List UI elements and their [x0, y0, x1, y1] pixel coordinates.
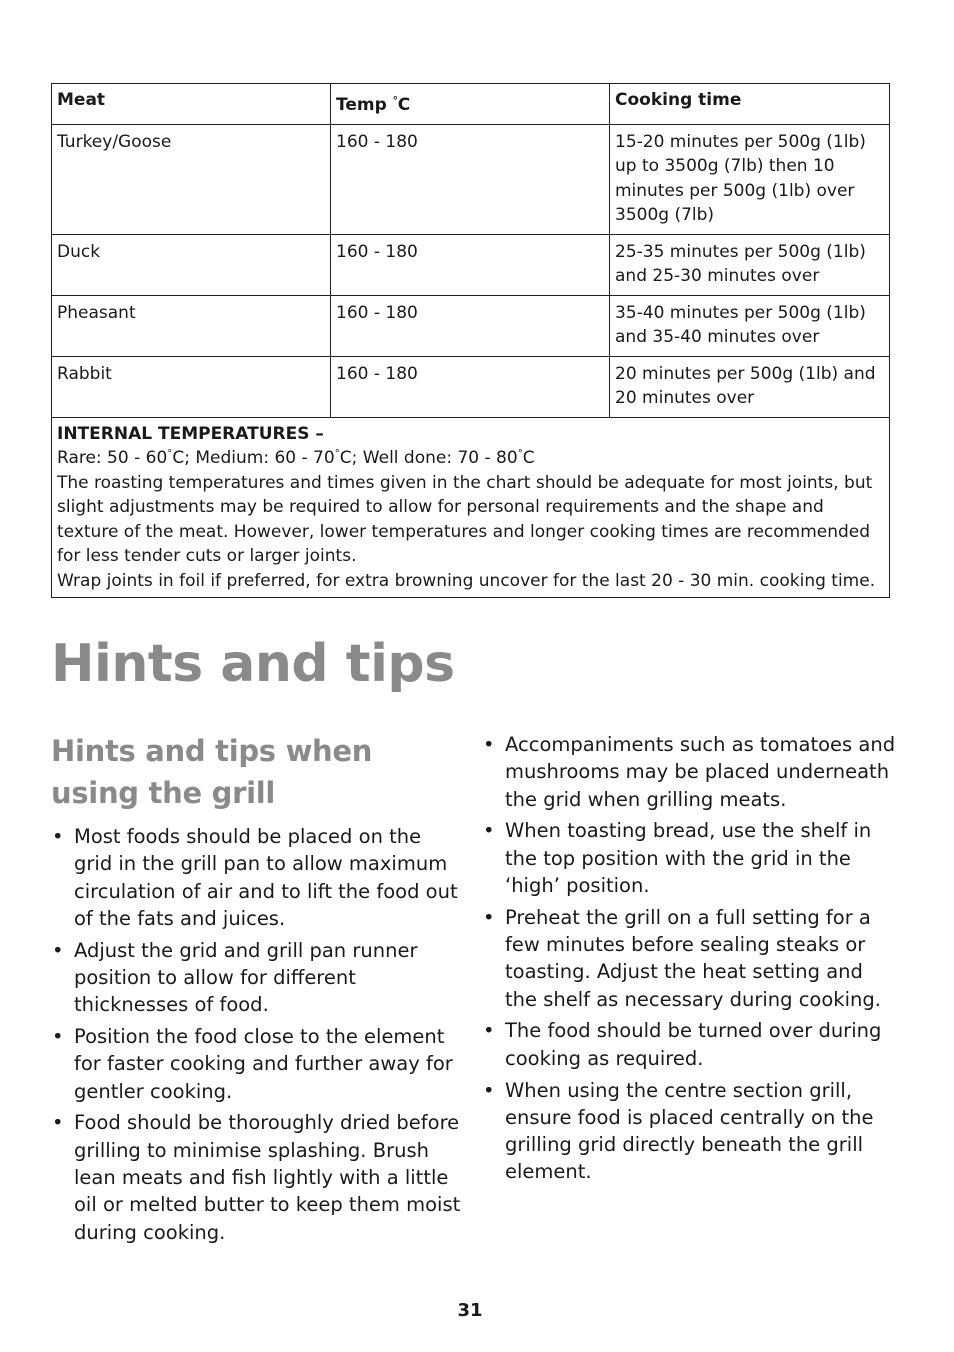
roasting-table [51, 83, 890, 598]
list-item [482, 1077, 897, 1186]
cell-time: 25-35 minutes per 500g (1lb) and 25-30 minutes over [610, 234, 890, 295]
cell-meat: Duck [52, 234, 331, 295]
bullet-icon: • [52, 825, 64, 848]
bullet-icon: • [52, 938, 64, 962]
internal-temperatures-line [57, 446, 884, 471]
section-title: Hints and tips when using the grill [51, 734, 373, 810]
medium-temp: C; Medium: 60 - 70 [172, 448, 335, 468]
list-item [51, 1109, 461, 1245]
cell-meat: Turkey/Goose [52, 124, 331, 234]
notes-paragraph: Wrap joints in foil if preferred, for extra browning uncover for the last 20 - 30 min. cooking time. [57, 570, 876, 591]
temp-unit: C [522, 448, 535, 468]
tip-text: Accompaniments such as tomatoes and mushrooms may be placed underneath the grid when grilling meats. [505, 733, 896, 811]
page-title: Hints and tips [51, 634, 455, 694]
cell-meat: Pheasant [52, 295, 331, 356]
bullet-icon: • [52, 1025, 64, 1049]
page-number: 31 [457, 1300, 483, 1321]
cell-meat: Rabbit [52, 356, 331, 417]
bullet-icon: • [52, 1111, 64, 1135]
left-column [51, 730, 461, 1250]
cell-temp: 160 - 180 [331, 124, 610, 234]
list-item [482, 1017, 897, 1072]
list-item [51, 937, 461, 1019]
cell-time: 20 minutes per 500g (1lb) and 20 minutes over [610, 356, 890, 417]
tip-text: Most foods should be placed on the grid in the grill pan to allow maximum circulation of air and to lift the food out of the fats and juices. [74, 825, 458, 930]
header-temp [331, 84, 610, 125]
header-cooking-time: Cooking time [610, 84, 890, 125]
cell-temp: 160 - 180 [331, 295, 610, 356]
table-row [52, 356, 890, 417]
tips-list-right [482, 731, 897, 1186]
bullet-icon: • [483, 1078, 495, 1102]
header-temp-label: Temp [336, 95, 387, 115]
notes-paragraph: The roasting temperatures and times given in the chart should be adequate for most joints, but slight adjustments may be required to allow for personal requirements and the shape and texture of the meat. However, lower temperatures and longer cooking times are recommended for less tender cuts or larger joints. [57, 472, 873, 566]
bullet-icon: • [483, 905, 495, 929]
list-item [51, 823, 461, 932]
degree-sign: ° [517, 448, 523, 460]
table-row [52, 124, 890, 234]
table-notes-row [52, 417, 890, 598]
table-row [52, 234, 890, 295]
welldone-temp: C; Well done: 70 - 80 [339, 448, 518, 468]
cell-temp: 160 - 180 [331, 234, 610, 295]
degree-sign: ° [392, 95, 398, 107]
bullet-icon: • [483, 1019, 495, 1043]
bullet-icon: • [483, 733, 495, 756]
right-column [482, 731, 897, 1190]
cell-temp: 160 - 180 [331, 356, 610, 417]
list-item [482, 904, 897, 1013]
tip-text: Adjust the grid and grill pan runner position to allow for different thicknesses of food. [74, 938, 418, 1017]
table-header-row [52, 84, 890, 125]
notes-cell [52, 417, 890, 598]
header-temp-unit: C [397, 95, 411, 115]
list-item [51, 1023, 461, 1105]
tip-text: When using the centre section grill, ensure food is placed centrally on the grilling grid directly beneath the grill element. [505, 1078, 874, 1184]
tip-text: Position the food close to the element for faster cooking and further away for gentler cooking. [74, 1025, 453, 1103]
rare-temp: Rare: 50 - 60 [57, 448, 168, 468]
degree-sign: ° [167, 448, 173, 460]
notes-title: INTERNAL TEMPERATURES – [57, 423, 324, 444]
cell-time: 15-20 minutes per 500g (1lb) up to 3500g (7lb) then 10 minutes per 500g (1lb) over 3500g (7lb) [610, 124, 890, 234]
tip-text: Preheat the grill on a full setting for a few minutes before sealing steaks or toasting. Adjust the heat setting and the shelf as necessary during cooking. [505, 905, 881, 1011]
tip-text: Food should be thoroughly dried before grilling to minimise splashing. Brush lean meats and fish lightly with a little oil or melted butter to keep them moist during cooking. [74, 1111, 461, 1244]
degree-sign: ° [334, 448, 340, 460]
bullet-icon: • [483, 819, 495, 843]
tip-text: When toasting bread, use the shelf in the top position with the grid in the ‘high’ position. [505, 819, 872, 897]
list-item [482, 817, 897, 899]
tips-list-left [51, 823, 461, 1246]
tip-text: The food should be turned over during cooking as required. [505, 1019, 882, 1070]
header-meat: Meat [52, 84, 331, 125]
table-row [52, 295, 890, 356]
list-item [482, 731, 897, 813]
cell-time: 35-40 minutes per 500g (1lb) and 35-40 minutes over [610, 295, 890, 356]
